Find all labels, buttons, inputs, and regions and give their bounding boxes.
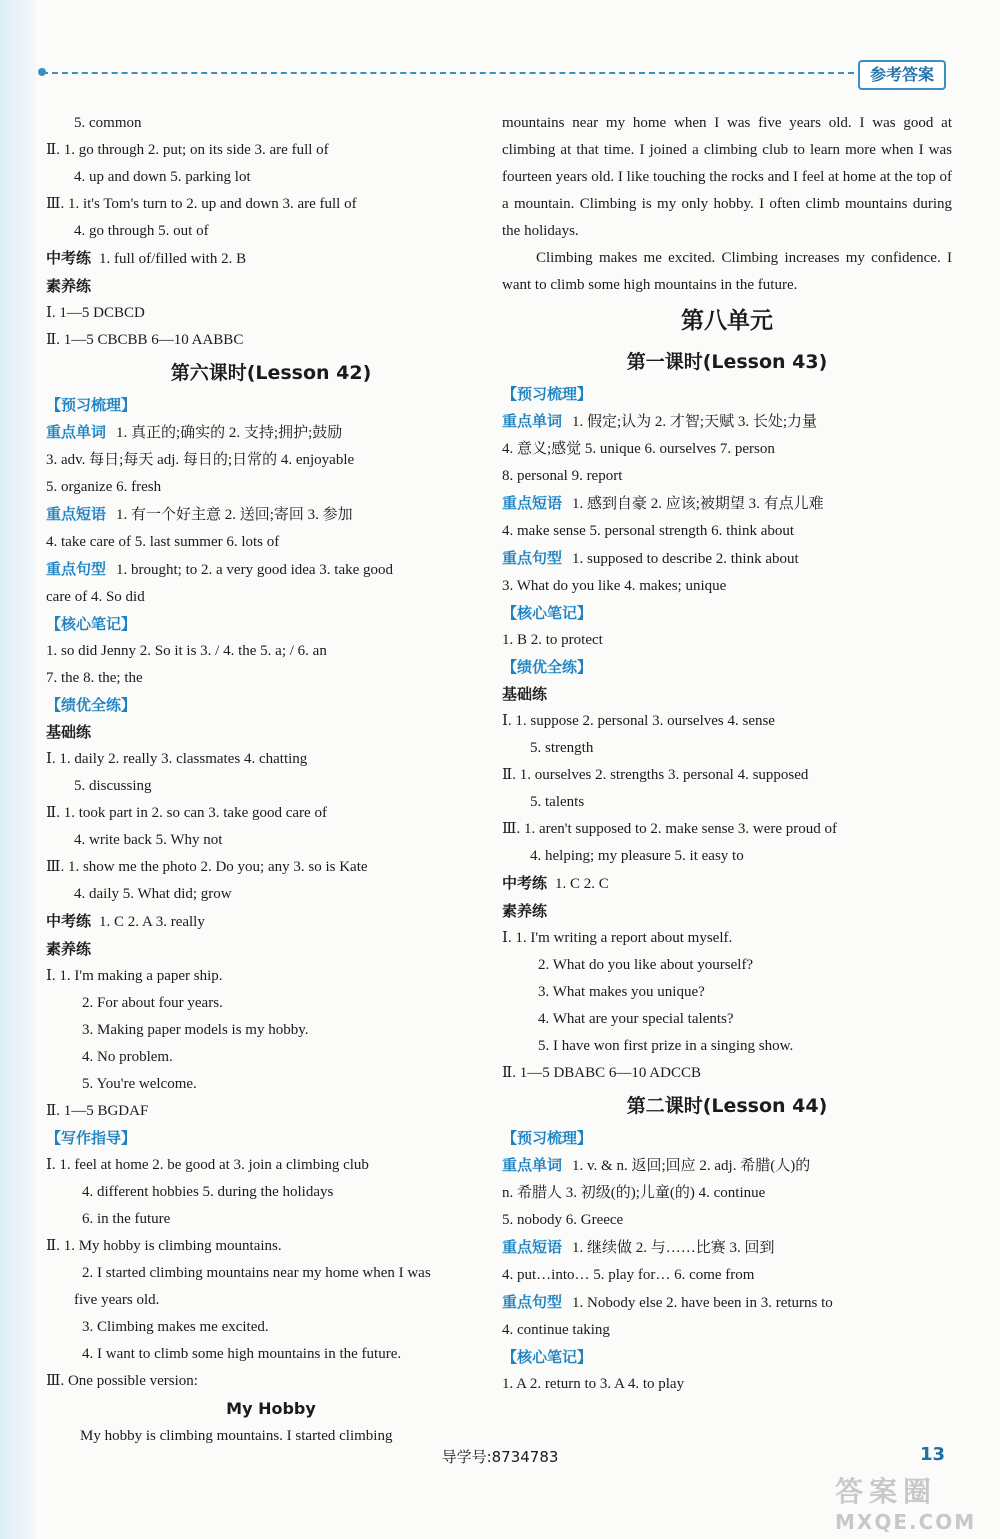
- key-words: [502, 1152, 952, 1180]
- answer-line: Ⅰ. 1. suppose 2. personal 3. ourselves 4. sense: [502, 713, 775, 729]
- zk-line: [46, 245, 496, 273]
- answer-line: Ⅲ. 1. it's Tom's turn to 2. up and down 3. are full of: [46, 196, 357, 212]
- answer-line: 4. different hobbies 5. during the holidays: [82, 1184, 334, 1200]
- sy-label-r: 素养练: [502, 902, 548, 920]
- key-words-text: 3. adv. 每日;每天 adj. 每日的;日常的 4. enjoyable: [46, 452, 355, 468]
- basic-label: 基础练: [46, 723, 92, 741]
- key-phrases-text: 4. put…into… 5. play for… 6. come from: [502, 1267, 755, 1283]
- essay-continued: mountains near my home when I was five years old. I was good at climbing at that time. I joined a climbing club to learn more when I was fourteen years old. I like touching the rocks and I feel at home at the top of a mountain. Climbing is my only hobby. I often climb mountains during the holidays.: [502, 115, 952, 239]
- unit-title: 第八单元: [681, 308, 773, 334]
- key-sentences: [502, 1317, 952, 1344]
- key-phrases: [502, 1262, 952, 1289]
- key-phrases-text: 1. 有一个好主意 2. 送回;寄回 3. 参加: [116, 507, 353, 523]
- key-phrases: [502, 1234, 952, 1262]
- key-words: [502, 408, 952, 436]
- key-words-label: 重点单词: [502, 412, 563, 430]
- key-words: [502, 463, 952, 490]
- key-words-text: 1. 假定;认为 2. 才智;天赋 3. 长处;力量: [572, 414, 818, 430]
- key-phrases-text: 4. take care of 5. last summer 6. lots of: [46, 534, 280, 550]
- key-words-label: 重点单词: [502, 1156, 563, 1174]
- guide-number: 导学号:8734783: [441, 1448, 559, 1466]
- key-sentences-label: 重点句型: [46, 560, 107, 578]
- answer-line: Ⅰ. 1. daily 2. really 3. classmates 4. chatting: [46, 751, 308, 767]
- answer-line: 4. What are your special talents?: [538, 1011, 734, 1027]
- answer-line: 1. B 2. to protect: [502, 632, 603, 648]
- answer-line: 4. up and down 5. parking lot: [74, 169, 251, 185]
- answer-key-tag: 参考答案: [858, 60, 946, 90]
- answer-line: 2. What do you like about yourself?: [538, 957, 754, 973]
- answer-line: 3. Climbing makes me excited.: [82, 1319, 269, 1335]
- watermark-line1: 答案圈: [835, 1475, 938, 1508]
- answer-line: Ⅲ. 1. show me the photo 2. Do you; any 3. so is Kate: [46, 859, 368, 875]
- answer-line: 7. the 8. the; the: [46, 670, 143, 686]
- key-phrases: [502, 518, 952, 545]
- answer-line: Ⅱ. 1. My hobby is climbing mountains.: [46, 1238, 282, 1254]
- page-number: 13: [920, 1444, 946, 1465]
- answer-line: 4. I want to climb some high mountains in the future.: [82, 1346, 402, 1362]
- zk2-text: 1. C 2. A 3. really: [99, 914, 205, 930]
- answer-line: 2. For about four years.: [82, 995, 223, 1011]
- key-sentences-text: 4. continue taking: [502, 1322, 610, 1338]
- preview-heading: 【预习梳理】: [46, 396, 137, 414]
- key-words: [46, 419, 496, 447]
- key-phrases-text: 1. 感到自豪 2. 应该;被期望 3. 有点儿难: [572, 496, 824, 512]
- right-column: [502, 110, 952, 1398]
- key-words-text: 1. v. & n. 返回;回应 2. adj. 希腊(人)的: [572, 1158, 811, 1174]
- zk-line-r: [502, 870, 952, 898]
- key-sentences: [502, 1289, 952, 1317]
- answer-line: 4. No problem.: [82, 1049, 173, 1065]
- key-sentences-label: 重点句型: [502, 1293, 563, 1311]
- key-sentences-text: 1. brought; to 2. a very good idea 3. take good: [116, 562, 394, 578]
- answer-line: Ⅲ. One possible version:: [46, 1373, 198, 1389]
- header-dashed-rule: [42, 72, 854, 74]
- answer-line: 4. write back 5. Why not: [74, 832, 223, 848]
- answer-line: 5. discussing: [74, 778, 152, 794]
- answer-line: 5. I have won first prize in a singing show.: [538, 1038, 794, 1054]
- answer-line: 4. go through 5. out of: [74, 223, 209, 239]
- basic-label-r: 基础练: [502, 685, 548, 703]
- answer-line: Ⅱ. 1—5 DBABC 6—10 ADCCB: [502, 1065, 701, 1081]
- key-phrases: [502, 490, 952, 518]
- key-words-text: 5. nobody 6. Greece: [502, 1212, 624, 1228]
- lesson-43-title: 第一课时(Lesson 43): [626, 351, 828, 373]
- writing-heading: 【写作指导】: [46, 1129, 137, 1147]
- core-notes-heading: 【核心笔记】: [46, 615, 137, 633]
- key-sentences-text: 3. What do you like 4. makes; unique: [502, 578, 727, 594]
- answer-line: 4. helping; my pleasure 5. it easy to: [530, 848, 744, 864]
- zk2-line: [46, 908, 496, 936]
- key-phrases: [46, 529, 496, 556]
- answer-line: 5. common: [74, 115, 142, 131]
- key-words-text: 1. 真正的;确实的 2. 支持;拥护;鼓励: [116, 425, 343, 441]
- answer-line: Ⅱ. 1—5 BGDAF: [46, 1103, 149, 1119]
- answer-line: 3. Making paper models is my hobby.: [82, 1022, 309, 1038]
- zk-label-r: 中考练: [502, 874, 548, 892]
- answer-line: 1. A 2. return to 3. A 4. to play: [502, 1376, 685, 1392]
- answer-line: 6. in the future: [82, 1211, 171, 1227]
- key-phrases-label: 重点短语: [502, 494, 563, 512]
- practice-heading-r: 【绩优全练】: [502, 658, 593, 676]
- answer-line: 3. What makes you unique?: [538, 984, 705, 1000]
- key-words-text: 5. organize 6. fresh: [46, 479, 162, 495]
- key-sentences-text: 1. supposed to describe 2. think about: [572, 551, 799, 567]
- site-watermark: [835, 1470, 985, 1534]
- answer-line: Ⅱ. 1—5 CBCBB 6—10 AABBC: [46, 332, 244, 348]
- answer-line: 4. daily 5. What did; grow: [74, 886, 232, 902]
- key-sentences: [502, 573, 952, 600]
- answer-line: Ⅱ. 1. took part in 2. so can 3. take good care of: [46, 805, 327, 821]
- watermark-line2: MXQE.COM: [835, 1510, 977, 1534]
- key-sentences-label: 重点句型: [502, 549, 563, 567]
- answer-line: Ⅲ. 1. aren't supposed to 2. make sense 3. were proud of: [502, 821, 838, 837]
- zk-label: 中考练: [46, 249, 92, 267]
- essay-title: My Hobby: [226, 1399, 316, 1418]
- answer-line: Ⅰ. 1. I'm making a paper ship.: [46, 968, 223, 984]
- key-words: [46, 474, 496, 501]
- zk2-label: 中考练: [46, 912, 92, 930]
- answer-line: Ⅰ. 1—5 DCBCD: [46, 305, 145, 321]
- core-notes-heading-r: 【核心笔记】: [502, 604, 593, 622]
- zk-text: 1. full of/filled with 2. B: [99, 251, 247, 267]
- key-sentences: [46, 556, 496, 584]
- key-words: [46, 447, 496, 474]
- preview-heading-r: 【预习梳理】: [502, 385, 593, 403]
- key-words: [502, 1180, 952, 1207]
- essay-paragraph-2: Climbing makes me excited. Climbing increases my confidence. I want to climb some high mountains in the future.: [502, 250, 952, 293]
- answer-line: Ⅰ. 1. feel at home 2. be good at 3. join a climbing club: [46, 1157, 369, 1173]
- answer-line: 1. so did Jenny 2. So it is 3. / 4. the 5. a; / 6. an: [46, 643, 327, 659]
- key-phrases-label: 重点短语: [502, 1238, 563, 1256]
- page-edge-shade: [0, 0, 36, 1539]
- sy2-label: 素养练: [46, 940, 92, 958]
- key-words-label: 重点单词: [46, 423, 107, 441]
- left-column: [46, 110, 496, 1450]
- key-phrases-text: 4. make sense 5. personal strength 6. think about: [502, 523, 795, 539]
- answer-line: 5. You're welcome.: [82, 1076, 197, 1092]
- key-phrases: [46, 501, 496, 529]
- key-phrases-label: 重点短语: [46, 505, 107, 523]
- key-sentences: [502, 545, 952, 573]
- answer-line: 5. strength: [530, 740, 594, 756]
- preview-heading-r2: 【预习梳理】: [502, 1129, 593, 1147]
- lesson-42-title: 第六课时(Lesson 42): [170, 362, 372, 384]
- practice-heading: 【绩优全练】: [46, 696, 137, 714]
- answer-line: Ⅱ. 1. ourselves 2. strengths 3. personal 4. supposed: [502, 767, 809, 783]
- key-words: [502, 436, 952, 463]
- answer-line: 5. talents: [530, 794, 585, 810]
- key-phrases-text: 1. 继续做 2. 与……比赛 3. 回到: [572, 1240, 775, 1256]
- answer-line: Ⅱ. 1. go through 2. put; on its side 3. are full of: [46, 142, 329, 158]
- zk-text-r: 1. C 2. C: [555, 876, 609, 892]
- answer-line: Ⅰ. 1. I'm writing a report about myself.: [502, 930, 733, 946]
- essay-start: My hobby is climbing mountains. I started climbing: [80, 1428, 393, 1444]
- key-sentences: [46, 584, 496, 611]
- key-sentences-text: 1. Nobody else 2. have been in 3. returns to: [572, 1295, 833, 1311]
- core-notes-heading-r2: 【核心笔记】: [502, 1348, 593, 1366]
- key-sentences-text: care of 4. So did: [46, 589, 145, 605]
- key-words-text: 4. 意义;感觉 5. unique 6. ourselves 7. person: [502, 441, 775, 457]
- key-words-text: n. 希腊人 3. 初级(的);儿童(的) 4. continue: [502, 1185, 766, 1201]
- lesson-44-title: 第二课时(Lesson 44): [626, 1095, 828, 1117]
- key-words: [502, 1207, 952, 1234]
- answer-line: five years old.: [74, 1292, 160, 1308]
- answer-line: 2. I started climbing mountains near my home when I was: [82, 1265, 431, 1281]
- sy-label: 素养练: [46, 277, 92, 295]
- key-words-text: 8. personal 9. report: [502, 468, 623, 484]
